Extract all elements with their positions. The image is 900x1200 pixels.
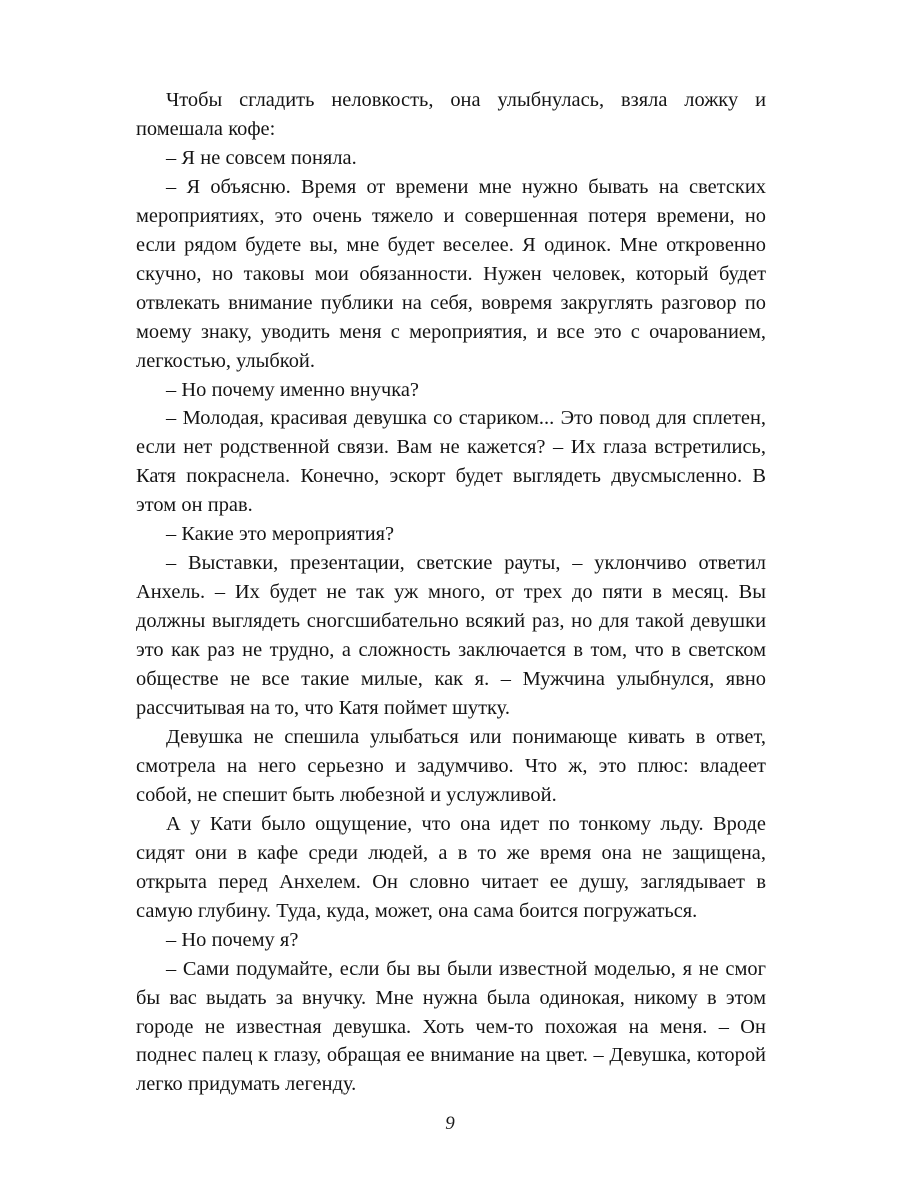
paragraph-dialogue: – Какие это мероприятия? xyxy=(166,523,395,546)
paragraph-narration: Чтобы сгладить неловкость, она улыбнулась, взяла ложку и помешала кофе: xyxy=(136,89,766,140)
paragraph-dialogue: – Я объясню. Время от времени мне нужно бывать на светских мероприятиях, это очень тяжело и совершенная потеря времени, но если рядом будете вы, мне будет веселее. Я одинок. Мне откровенно скучно, но таковы мои обязанности. Нужен человек, который будет отвлекать внимание публики на себя, вовремя закруглять разговор по моему знаку, уводить меня с мероприятия, и все это с очарованием, легкостью, улыбкой. xyxy=(136,175,766,372)
paragraph-dialogue: – Я не совсем поняла. xyxy=(166,146,357,169)
paragraph-narration: А у Кати было ощущение, что она идет по тонкому льду. Вроде сидят они в кафе среди людей, а в то же время она не защищена, открыта перед Анхелем. Он словно читает ее душу, заглядывает в самую глубину. Туда, куда, может, она сама боится погружаться. xyxy=(136,812,766,922)
page-number: 9 xyxy=(445,1113,455,1134)
paragraph-dialogue: – Сами подумайте, если бы вы были известной моделью, я не смог бы вас выдать за внучку. Мне нужна была одинокая, никому в этом городе не известная девушка. Хоть чем-то похожая на меня. – Он поднес палец к глазу, обращая ее внимание на цвет. – Девушка, которой легко придумать легенду. xyxy=(136,957,766,1096)
paragraph-narration: Девушка не спешила улыбаться или понимающе кивать в ответ, смотрела на него серьезно и задумчиво. Что ж, это плюс: владеет собой, не спешит быть любезной и услужливой. xyxy=(136,725,766,806)
page-text-block xyxy=(136,86,766,1099)
paragraph-dialogue: – Но почему я? xyxy=(166,928,299,951)
paragraph-dialogue: – Выставки, презентации, светские рауты, – уклончиво ответил Анхель. – Их будет не так уж много, от трех до пяти в месяц. Вы должны выглядеть сногсшибательно всякий раз, но для такой девушки это как раз не трудно, а сложность заключается в том, что в светском обществе не все такие милые, как я. – Мужчина улыбнулся, явно рассчитывая на то, что Катя поймет шутку. xyxy=(136,552,766,720)
paragraph-dialogue: – Но почему именно внучка? xyxy=(166,378,419,401)
paragraph-dialogue: – Молодая, красивая девушка со стариком... Это повод для сплетен, если нет родственной связи. Вам не кажется? – Их глаза встретились, Катя покраснела. Конечно, эскорт будет выглядеть двусмысленно. В этом он прав. xyxy=(136,407,766,517)
